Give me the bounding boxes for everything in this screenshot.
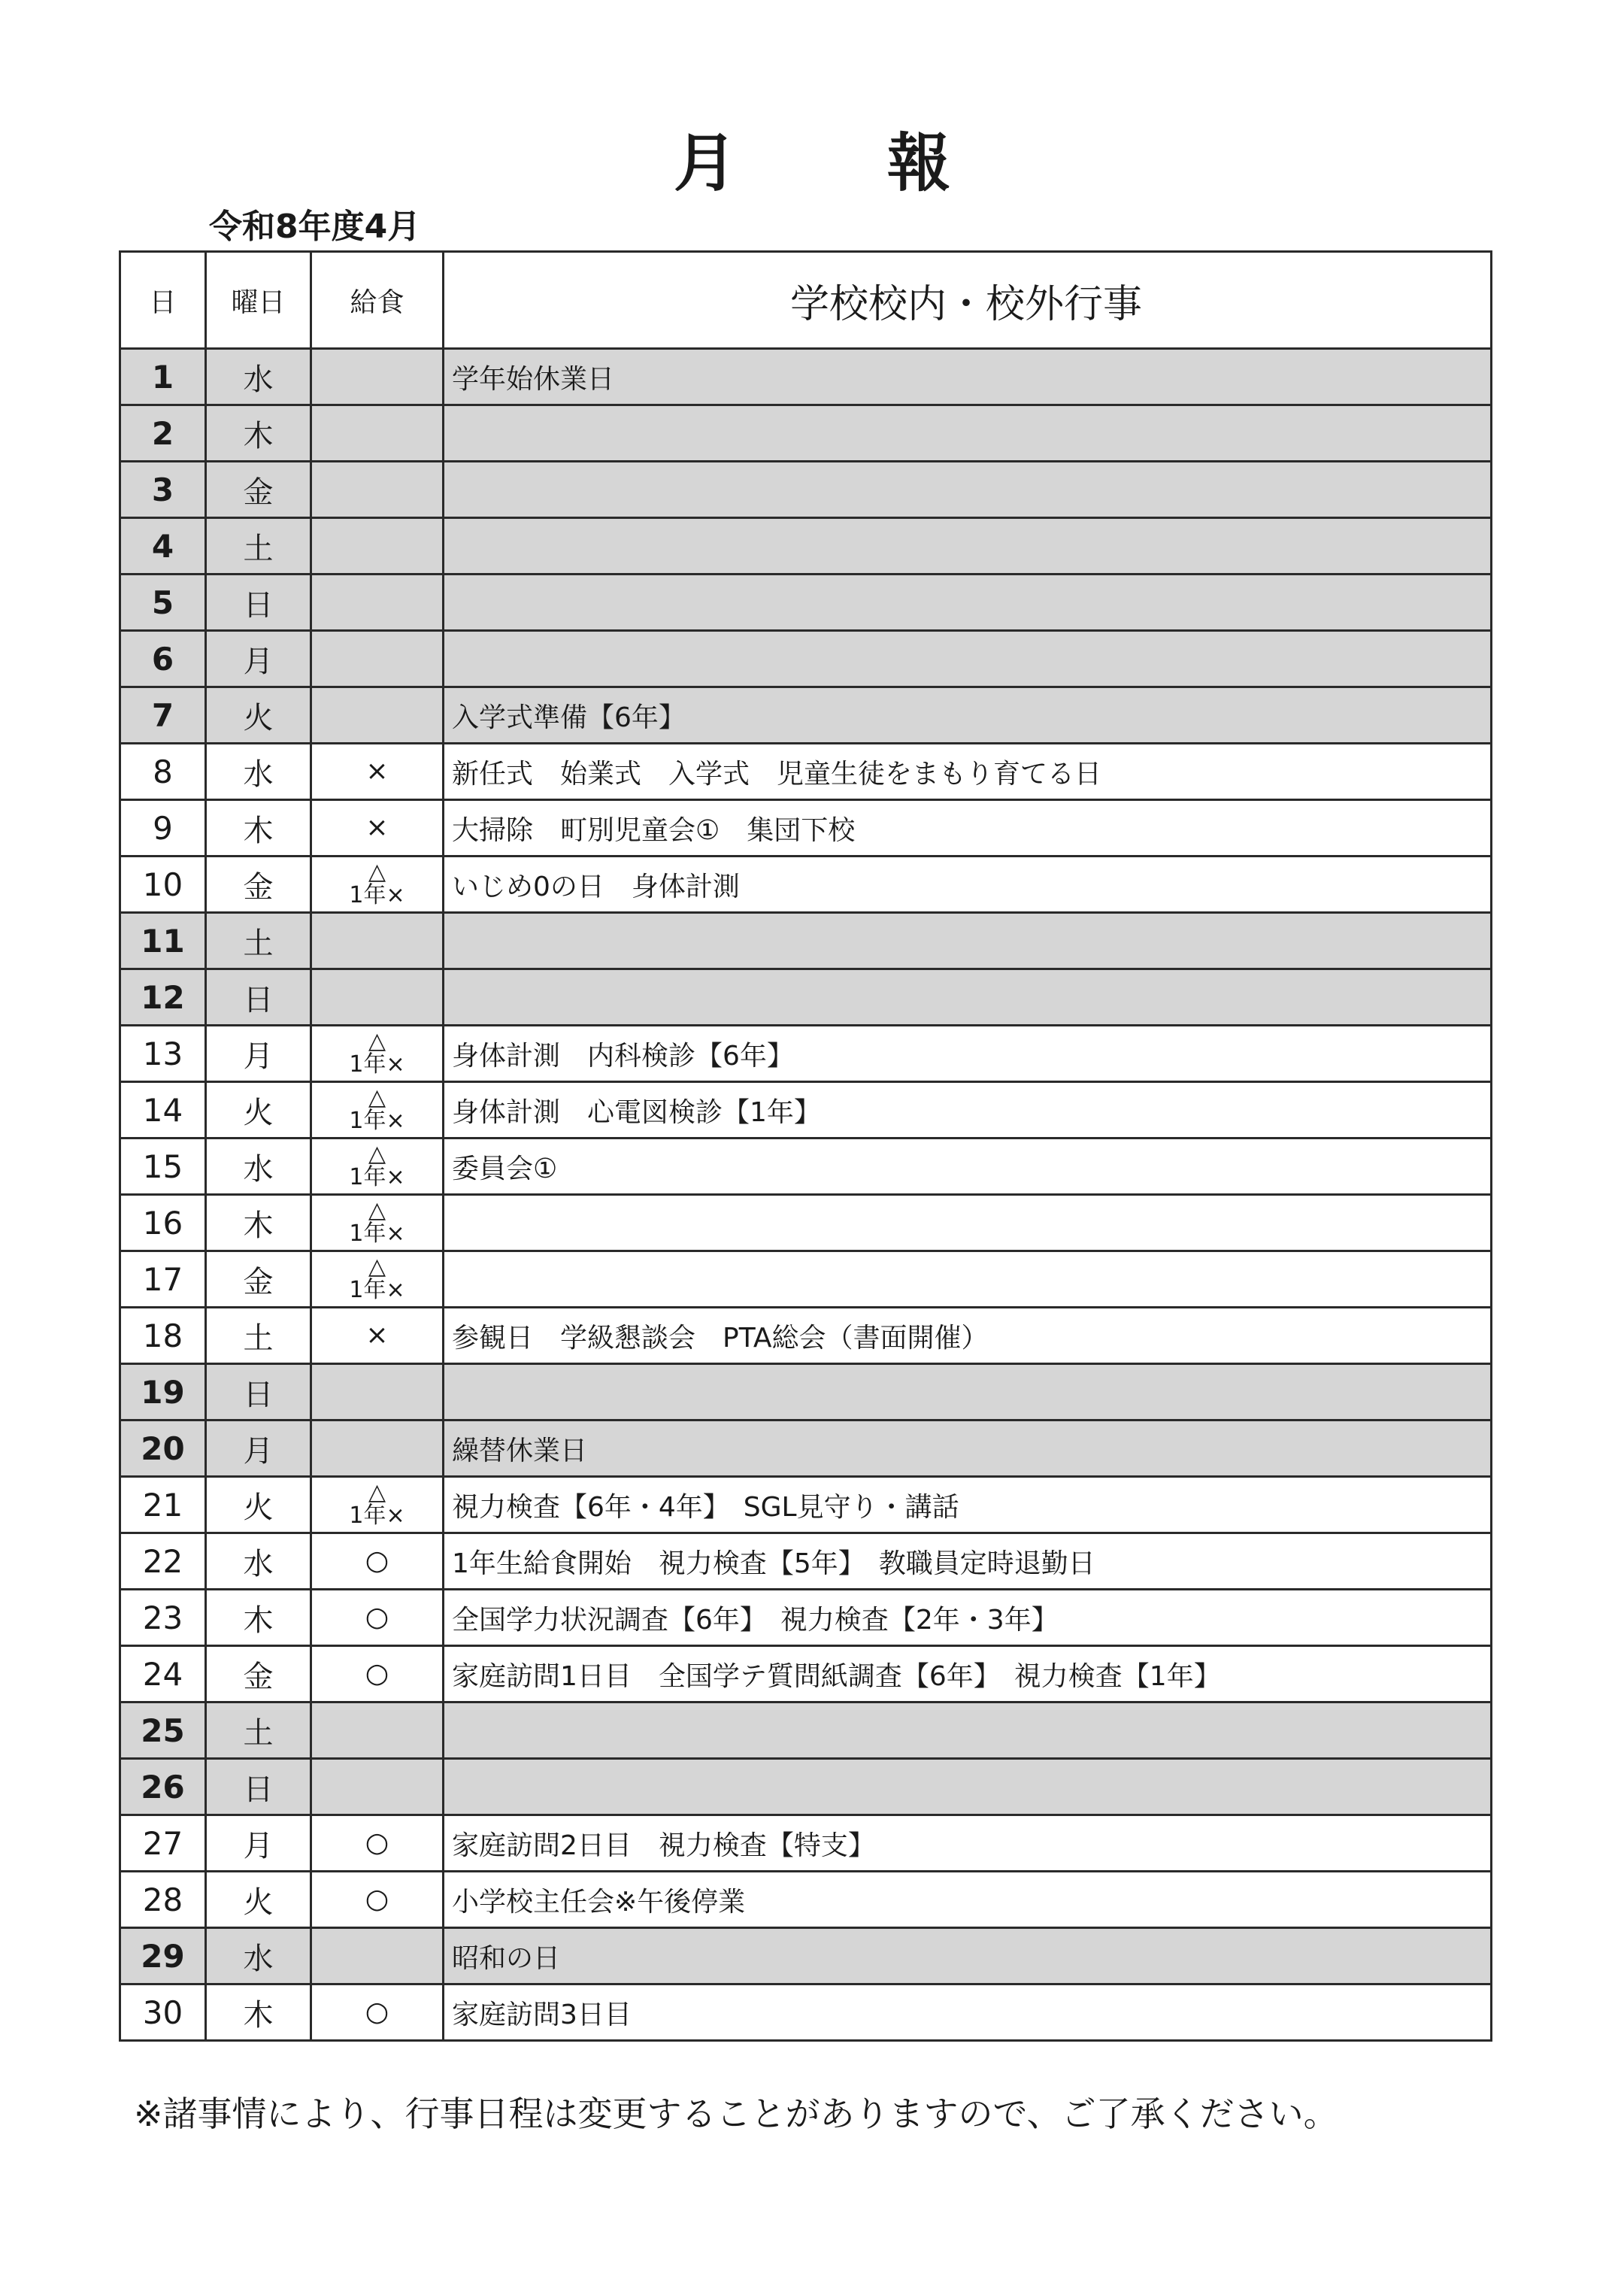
weekday: 月 (206, 1420, 311, 1477)
weekday: 日 (206, 969, 311, 1026)
weekday: 木 (206, 405, 311, 462)
events: 参観日 学級懇談会 PTA総会（書面開催） (444, 1308, 1492, 1364)
events: 大掃除 町別児童会① 集団下校 (444, 800, 1492, 857)
events (444, 462, 1492, 518)
table-row (120, 1872, 1492, 1928)
table-row (120, 1082, 1492, 1139)
day-number: 16 (120, 1195, 206, 1251)
table-row (120, 1477, 1492, 1533)
table-row (120, 1420, 1492, 1477)
lunch-note: 1年× (349, 1164, 405, 1190)
day-number: 7 (120, 687, 206, 744)
day-number: 17 (120, 1251, 206, 1308)
day-number: 8 (120, 744, 206, 800)
day-number: 2 (120, 405, 206, 462)
weekday: 火 (206, 1477, 311, 1533)
table-row (120, 687, 1492, 744)
lunch-status (311, 857, 444, 913)
events: 学年始休業日 (444, 349, 1492, 405)
events (444, 1759, 1492, 1815)
monthly-schedule-table (119, 250, 1492, 2042)
table-row (120, 1026, 1492, 1082)
table-row (120, 349, 1492, 405)
header-row (120, 252, 1492, 349)
weekday: 木 (206, 1590, 311, 1646)
weekday: 木 (206, 1195, 311, 1251)
table-row (120, 1815, 1492, 1872)
table-row (120, 1195, 1492, 1251)
events (444, 1251, 1492, 1308)
table-row (120, 1308, 1492, 1364)
lunch-status (311, 518, 444, 575)
events (444, 518, 1492, 575)
day-number: 3 (120, 462, 206, 518)
lunch-note: 1年× (349, 1108, 405, 1134)
day-number: 4 (120, 518, 206, 575)
weekday: 金 (206, 1251, 311, 1308)
weekday: 月 (206, 1815, 311, 1872)
lunch-status: ○ (311, 1815, 444, 1872)
day-number: 30 (120, 1984, 206, 2041)
weekday: 水 (206, 1928, 311, 1984)
weekday: 水 (206, 1139, 311, 1195)
lunch-status: × (311, 800, 444, 857)
events (444, 1364, 1492, 1420)
lunch-status: ○ (311, 1590, 444, 1646)
events: 身体計測 心電図検診【1年】 (444, 1082, 1492, 1139)
day-number: 12 (120, 969, 206, 1026)
events (444, 405, 1492, 462)
table-row (120, 518, 1492, 575)
events (444, 913, 1492, 969)
table-row (120, 405, 1492, 462)
table-row (120, 1984, 1492, 2041)
day-number: 15 (120, 1139, 206, 1195)
header-weekday: 曜日 (206, 252, 311, 349)
weekday: 土 (206, 518, 311, 575)
events: 身体計測 内科検診【6年】 (444, 1026, 1492, 1082)
events: 1年生給食開始 視力検査【5年】 教職員定時退勤日 (444, 1533, 1492, 1590)
lunch-status (311, 1702, 444, 1759)
events: 家庭訪問2日目 視力検査【特支】 (444, 1815, 1492, 1872)
table-row (120, 1646, 1492, 1702)
events: いじめ0の日 身体計測 (444, 857, 1492, 913)
day-number: 11 (120, 913, 206, 969)
events (444, 969, 1492, 1026)
lunch-status: ○ (311, 1646, 444, 1702)
table-row (120, 913, 1492, 969)
lunch-status (311, 687, 444, 744)
day-number: 28 (120, 1872, 206, 1928)
weekday: 火 (206, 687, 311, 744)
day-number: 21 (120, 1477, 206, 1533)
day-number: 14 (120, 1082, 206, 1139)
events: 家庭訪問1日目 全国学テ質問紙調査【6年】 視力検査【1年】 (444, 1646, 1492, 1702)
lunch-status (311, 913, 444, 969)
lunch-mark: △ (368, 1254, 386, 1280)
weekday: 金 (206, 462, 311, 518)
day-number: 9 (120, 800, 206, 857)
weekday: 日 (206, 1364, 311, 1420)
lunch-mark: △ (368, 1197, 386, 1223)
weekday: 水 (206, 1533, 311, 1590)
header-day: 日 (120, 252, 206, 349)
events: 家庭訪問3日目 (444, 1984, 1492, 2041)
header-events: 学校校内・校外行事 (444, 252, 1492, 349)
lunch-status: ○ (311, 1872, 444, 1928)
lunch-status (311, 1759, 444, 1815)
weekday: 土 (206, 1308, 311, 1364)
lunch-status (311, 1477, 444, 1533)
table-row (120, 744, 1492, 800)
day-number: 13 (120, 1026, 206, 1082)
table-row (120, 1590, 1492, 1646)
events: 昭和の日 (444, 1928, 1492, 1984)
day-number: 10 (120, 857, 206, 913)
lunch-status (311, 1364, 444, 1420)
lunch-status (311, 1420, 444, 1477)
lunch-status: ○ (311, 1984, 444, 2041)
table-row (120, 575, 1492, 631)
schedule-rows (120, 349, 1492, 2041)
events (444, 1195, 1492, 1251)
lunch-mark: △ (368, 1141, 386, 1167)
lunch-note: 1年× (349, 1051, 405, 1078)
day-number: 27 (120, 1815, 206, 1872)
weekday: 木 (206, 1984, 311, 2041)
weekday: 土 (206, 1702, 311, 1759)
events: 繰替休業日 (444, 1420, 1492, 1477)
weekday: 水 (206, 744, 311, 800)
table-row (120, 1364, 1492, 1420)
lunch-status (311, 349, 444, 405)
weekday: 金 (206, 857, 311, 913)
weekday: 月 (206, 631, 311, 687)
lunch-note: 1年× (349, 882, 405, 908)
lunch-status: × (311, 744, 444, 800)
table-row (120, 1928, 1492, 1984)
events: 小学校主任会※午後停業 (444, 1872, 1492, 1928)
table-row (120, 1759, 1492, 1815)
events: 新任式 始業式 入学式 児童生徒をまもり育てる日 (444, 744, 1492, 800)
events (444, 575, 1492, 631)
weekday: 日 (206, 575, 311, 631)
lunch-mark: △ (368, 1479, 386, 1505)
table-row (120, 1702, 1492, 1759)
lunch-status: × (311, 1308, 444, 1364)
lunch-status (311, 969, 444, 1026)
events: 全国学力状況調査【6年】 視力検査【2年・3年】 (444, 1590, 1492, 1646)
day-number: 25 (120, 1702, 206, 1759)
table-row (120, 631, 1492, 687)
day-number: 29 (120, 1928, 206, 1984)
table-row (120, 969, 1492, 1026)
events (444, 1702, 1492, 1759)
table-row (120, 800, 1492, 857)
header-lunch: 給食 (311, 252, 444, 349)
lunch-status (311, 1026, 444, 1082)
day-number: 6 (120, 631, 206, 687)
lunch-status (311, 1195, 444, 1251)
lunch-status (311, 575, 444, 631)
lunch-note: 1年× (349, 1220, 405, 1247)
day-number: 26 (120, 1759, 206, 1815)
lunch-status (311, 462, 444, 518)
lunch-mark: △ (368, 1084, 386, 1111)
day-number: 19 (120, 1364, 206, 1420)
lunch-mark: △ (368, 1028, 386, 1054)
report-period: 令和8年度4月 (209, 208, 421, 246)
day-number: 24 (120, 1646, 206, 1702)
weekday: 火 (206, 1082, 311, 1139)
footnote: ※諸事情により、行事日程は変更することがありますので、ご了承ください。 (134, 2094, 1338, 2134)
lunch-status (311, 1928, 444, 1984)
table-row (120, 1251, 1492, 1308)
lunch-status (311, 631, 444, 687)
lunch-note: 1年× (349, 1502, 405, 1529)
day-number: 22 (120, 1533, 206, 1590)
day-number: 5 (120, 575, 206, 631)
lunch-status: ○ (311, 1533, 444, 1590)
table-row (120, 1533, 1492, 1590)
lunch-status (311, 1251, 444, 1308)
weekday: 月 (206, 1026, 311, 1082)
page-title: 月報 (673, 126, 1101, 200)
weekday: 金 (206, 1646, 311, 1702)
weekday: 火 (206, 1872, 311, 1928)
weekday: 木 (206, 800, 311, 857)
weekday: 土 (206, 913, 311, 969)
lunch-mark: △ (368, 859, 386, 885)
table-row (120, 857, 1492, 913)
weekday: 日 (206, 1759, 311, 1815)
events (444, 631, 1492, 687)
day-number: 23 (120, 1590, 206, 1646)
events: 入学式準備【6年】 (444, 687, 1492, 744)
events: 委員会① (444, 1139, 1492, 1195)
weekday: 水 (206, 349, 311, 405)
events: 視力検査【6年・4年】 SGL見守り・講話 (444, 1477, 1492, 1533)
lunch-status (311, 1139, 444, 1195)
table-row (120, 462, 1492, 518)
day-number: 1 (120, 349, 206, 405)
lunch-status (311, 1082, 444, 1139)
day-number: 20 (120, 1420, 206, 1477)
lunch-status (311, 405, 444, 462)
table-row (120, 1139, 1492, 1195)
day-number: 18 (120, 1308, 206, 1364)
lunch-note: 1年× (349, 1277, 405, 1303)
